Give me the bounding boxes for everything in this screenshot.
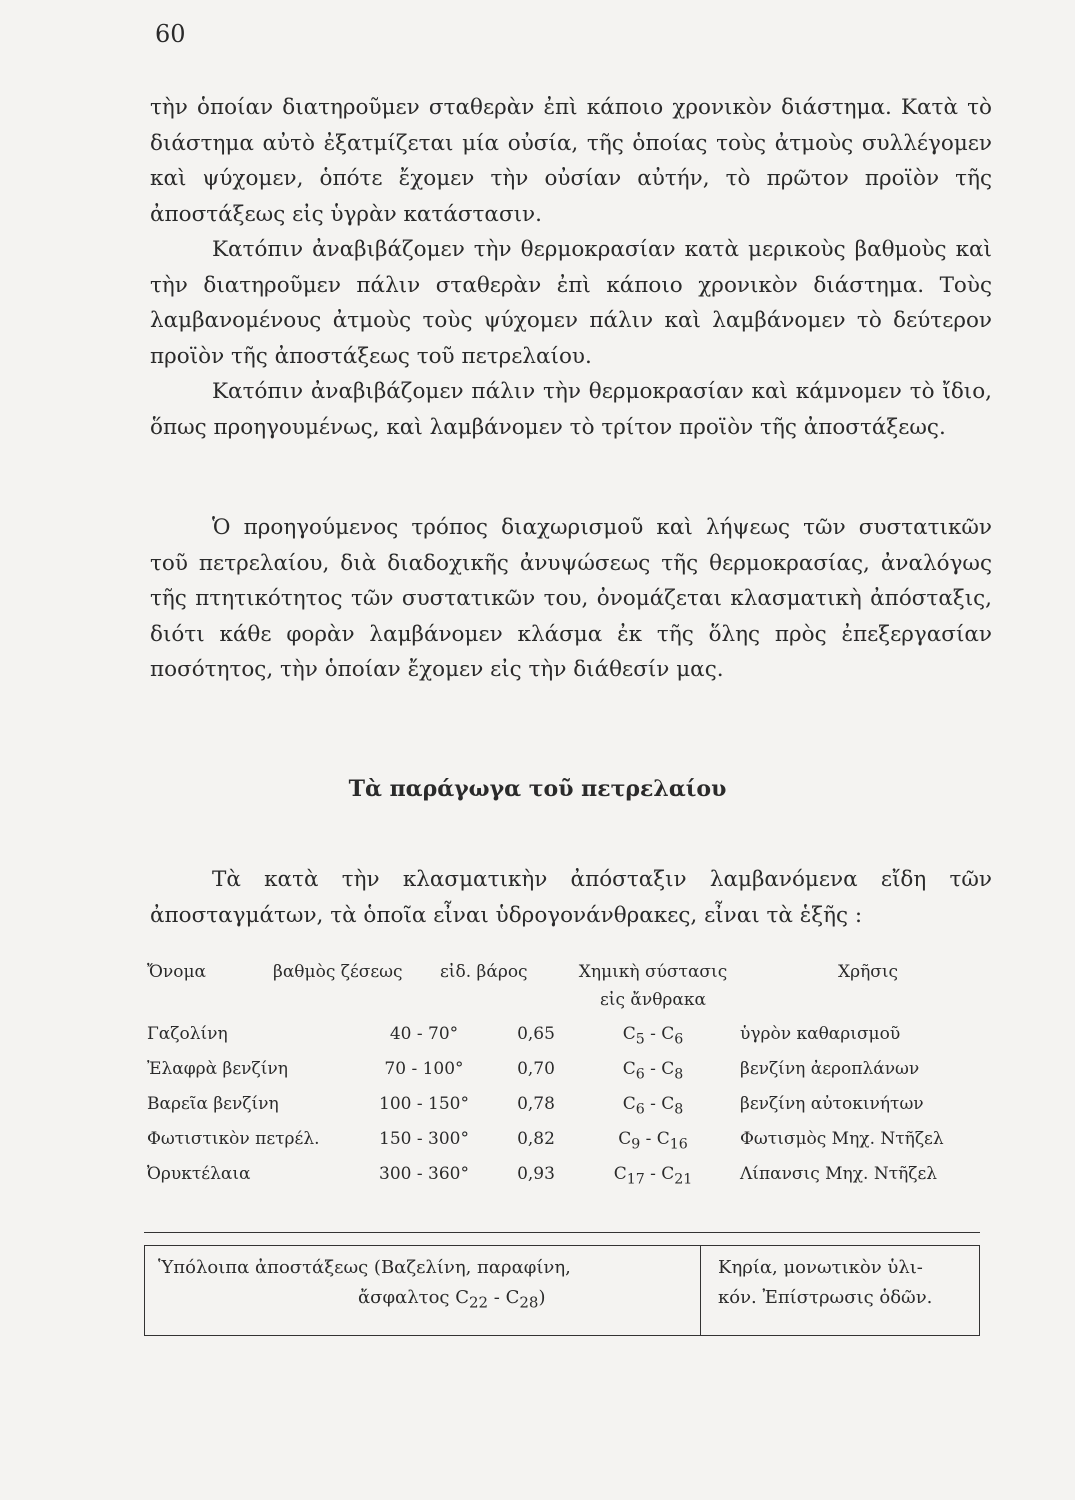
row-chem: $C_6 - C_8$: [622, 1059, 684, 1083]
row-use: βενζίνη αὐτοκινήτων: [740, 1094, 924, 1114]
row-name: Ἐλαφρὰ βενζίνη: [147, 1059, 288, 1079]
residue-right-line1: Κηρία, μονωτικὸν ὑλι-: [718, 1257, 923, 1278]
paragraph-4: Ὁ προηγούμενος τρόπος διαχωρισμοῦ καὶ λήψεως τῶν συστατικῶν τοῦ πετρελαίου, διὰ διαδοχικῆς ἀνυψώσεως τῆς θερμοκρασίας, ἀναλόγως τῆς πτητικότητος τῶν συστατικῶν του, ὀνομάζεται κλασματικὴ ἀπόσταξις, διότι κάθε φορὰν λαμβάνομεν κλάσμα ἐκ τῆς ὅλης πρὸς ἐπεξεργασίαν ποσότητος, τὴν ὁποίαν ἔχομεν εἰς τὴν διάθεσίν μας.: [150, 515, 992, 682]
row-boiling: 300 - 360°: [379, 1164, 469, 1184]
row-boiling: 100 - 150°: [379, 1094, 469, 1114]
row-chem: $C_{17} - C_{21}$: [613, 1164, 693, 1188]
row-use: ὑγρὸν καθαρισμοῦ: [740, 1024, 901, 1044]
header-chem-line2: εἰς ἄνθρακα: [599, 990, 707, 1010]
header-density: εἰδ. βάρος: [440, 962, 528, 982]
row-boiling: 70 - 100°: [384, 1059, 464, 1079]
intro-paragraph: Τὰ κατὰ τὴν κλασματικὴν ἀπόσταξιν λαμβανόμενα εἴδη τῶν ἀποσταγμάτων, τὰ ὁποῖα εἶναι ὑδρογονάνθρακες, εἶναι τὰ ἑξῆς :: [150, 867, 992, 928]
row-density: 0,65: [517, 1024, 555, 1044]
row-chem: $C_9 - C_{16}$: [618, 1129, 688, 1153]
paragraph-1: τὴν ὁποίαν διατηροῦμεν σταθερὰν ἐπὶ κάποιο χρονικὸν διάστημα. Κατὰ τὸ διάστημα αὐτὸ ἐξατμίζεται μία οὐσία, τῆς ὁποίας τοὺς ἀτμοὺς συλλέγομεν καὶ ψύχομεν, ὁπότε ἔχομεν τὴν οὐσίαν αὐτήν, τὸ πρῶτον προϊὸν τῆς ἀποστάξεως εἰς ὑγρὰν κατάστασιν.: [150, 95, 992, 227]
row-name: Φωτιστικὸν πετρέλ.: [147, 1129, 320, 1149]
row-name: Γαζολίνη: [147, 1024, 228, 1044]
header-name: Ὄνομα: [147, 962, 207, 982]
row-use: βενζίνη ἀεροπλάνων: [740, 1059, 920, 1079]
header-chem-line1: Χημικὴ σύστασις: [578, 962, 728, 982]
row-use: Φωτισμὸς Μηχ. Ντῆζελ: [740, 1129, 944, 1149]
row-chem: $C_5 - C_6$: [622, 1024, 684, 1048]
row-density: 0,93: [517, 1164, 555, 1184]
row-boiling: 150 - 300°: [379, 1129, 469, 1149]
page-number: 60: [155, 20, 186, 48]
row-name: Βαρεῖα βενζίνη: [147, 1094, 279, 1114]
row-density: 0,70: [517, 1059, 555, 1079]
paragraph-2: Κατόπιν ἀναβιβάζομεν τὴν θερμοκρασίαν κατὰ μερικοὺς βαθμοὺς καὶ τὴν διατηροῦμεν πάλιν σταθερὰν ἐπὶ κάποιο χρονικὸν διάστημα. Τοὺς λαμβανομένους ἀτμοὺς τοὺς ψύχομεν πάλιν καὶ λαμβάνομεν τὸ δεύτερον προϊὸν τῆς ἀποστάξεως τοῦ πετρελαίου.: [150, 237, 992, 369]
residue-right: [718, 1253, 968, 1313]
header-use: Χρῆσις: [838, 962, 899, 982]
residue-box: [144, 1232, 980, 1336]
row-use: Λίπανσις Μηχ. Ντῆζελ: [740, 1164, 938, 1184]
residue-right-line2: κόν. Ἐπίστρωσις ὁδῶν.: [718, 1287, 933, 1308]
residue-left: [158, 1253, 688, 1318]
row-name: Ὀρυκτέλαια: [147, 1164, 251, 1184]
row-density: 0,82: [517, 1129, 555, 1149]
section-title: Τὰ παράγωγα τοῦ πετρελαίου: [348, 776, 727, 802]
residue-left-line2: ἄσφαλτος $C_{22} - C_{28}$): [358, 1287, 546, 1312]
row-boiling: 40 - 70°: [389, 1024, 459, 1044]
row-chem: $C_6 - C_8$: [622, 1094, 684, 1118]
residue-left-line1: Ὑπόλοιπα ἀποστάξεως (Βαζελίνη, παραφίνη,: [158, 1257, 571, 1278]
paragraph-3: Κατόπιν ἀναβιβάζομεν πάλιν τὴν θερμοκρασίαν καὶ κάμνομεν τὸ ἴδιο, ὅπως προηγουμένως, καὶ λαμβάνομεν τὸ τρίτον προϊὸν τῆς ἀποστάξεως.: [150, 379, 992, 440]
row-density: 0,78: [517, 1094, 555, 1114]
header-boiling: βαθμὸς ζέσεως: [273, 962, 403, 982]
